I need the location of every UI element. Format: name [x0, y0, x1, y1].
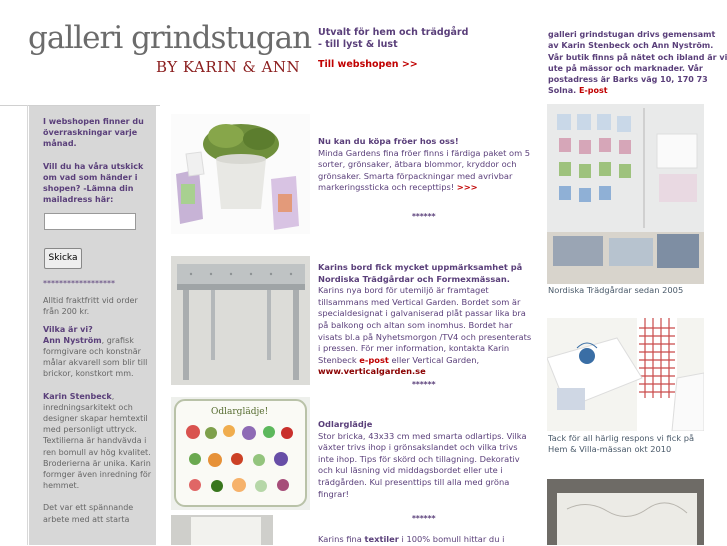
textile-photo[interactable] — [171, 515, 273, 545]
more-text: Det var ett spännande arbete med att starta — [43, 503, 134, 524]
tagline-subtitle: - till lyst & lust — [318, 39, 398, 50]
ann-text: , grafisk formgivare och konstnär målar akvarell som blir till brickor, konstkort mm. — [43, 335, 148, 379]
article-seeds-title: Nu kan du köpa fröer hos oss! — [318, 136, 459, 146]
tagline-block — [318, 27, 518, 71]
article-table-email-link[interactable]: e-post — [359, 354, 389, 365]
textile-display-image — [547, 318, 704, 431]
linen-photo[interactable] — [547, 479, 704, 545]
info-text: galleri grindstugan drivs gemensamt av Karin Stenbeck och Ann Nyström. Vår butik finns på nätet och ibland är vi ute på mässor och marknader. Vår postadress är Barks väg 10, 170 73 Solna. — [548, 30, 727, 96]
article-table-body: Karins nya bord för utemiljö är framtaget tillsammans med Vertical Garden. Bordet som är specialdesignat i galvaniserad plåt passar lika bra på balkong och altan som inomhus. Bordet har visats bl.a på Nyhetsmorgon /TV4 och presenterats i pressen. För mer information, kontakta Karin Stenbeck — [318, 285, 532, 365]
left-rule — [27, 105, 28, 545]
submit-button[interactable]: Skicka — [44, 248, 82, 269]
newsletter-prompt: Vill du ha våra utskick om vad som händer i shopen? -Lämna din mailadress här: — [43, 161, 144, 205]
linen-image — [547, 479, 704, 545]
fair-booth-image — [547, 104, 704, 284]
tray-label: Odlarglädje! — [211, 407, 269, 417]
caption-nordiska: Nordiska Trädgårdar sedan 2005 — [548, 285, 684, 295]
sidebar-intro: I webshopen finner du överraskningar varje månad. — [43, 117, 144, 149]
article-table-stars: ****** — [412, 380, 436, 389]
article-tray-body: Stor bricka, 43x33 cm med smarta odlartips. Vilka växter trivs ihop i grönsakslandet och vilka trivs inte ihop. Tips för skörd och tillagning. Dekorativ och kul läsning vid middagsbordet eller ute i trädgården. Kul presenttips till alla med gröna fingrar! — [318, 430, 527, 499]
article-table-body-end: eller Vertical Garden, — [391, 354, 480, 365]
about-ann — [43, 335, 153, 380]
sidebar — [29, 106, 156, 545]
about-heading: Vilka är vi? — [43, 324, 93, 334]
seed-packets-photo[interactable] — [171, 114, 310, 234]
article-seeds-link[interactable]: >>> — [456, 182, 478, 193]
fair-booth-photo[interactable] — [547, 104, 704, 284]
article-tray-stars: ****** — [412, 514, 436, 523]
webshop-link[interactable]: Till webshopen >> — [318, 59, 418, 70]
karin-name: Karin Stenbeck — [43, 391, 112, 401]
tray-image — [171, 397, 310, 510]
tray-photo[interactable] — [171, 397, 310, 510]
article-tray-title: Odlarglädje — [318, 419, 373, 429]
caption-hem-villa: Tack för all härlig respons vi fick på Hem & Villa-mässan okt 2010 — [548, 433, 695, 454]
sidebar-divider: ****************** — [43, 279, 115, 288]
garden-table-photo[interactable] — [171, 256, 310, 385]
tagline-title: Utvalt för hem och trädgård — [318, 27, 469, 38]
info-email-link[interactable]: E-post — [578, 86, 608, 96]
article-textiles-start: Karins fina — [318, 534, 362, 544]
textile-image — [171, 515, 273, 545]
garden-table-image — [171, 256, 310, 385]
article-tray — [318, 419, 536, 500]
article-seeds-body: Minda Gardens fina fröer finns i färdiga paket om 5 sorter, grönsaker, ätbara blommor, kryddor och grönsaker. Smarta förpackningar med avrivbar markeringssticka och recepttips! — [318, 147, 531, 193]
article-textiles-end: i 100% bomull hittar du i — [401, 534, 505, 544]
ann-name: Ann Nyström — [43, 335, 102, 345]
article-table-title: Karins bord fick mycket uppmärksamhet på Nordiska Trädgårdar och Formexmässan. — [318, 262, 523, 284]
article-table-site-link[interactable]: www.verticalgarden.se — [318, 366, 426, 377]
email-input[interactable] — [44, 213, 136, 230]
seed-packets-image — [171, 114, 310, 234]
article-textiles — [318, 534, 536, 546]
about-karin — [43, 391, 153, 492]
logo-subtitle: BY KARIN & ANN — [156, 58, 301, 76]
info-block — [548, 29, 727, 97]
article-table — [318, 262, 536, 378]
logo-title: galleri grindstugan — [28, 20, 312, 56]
textile-display-photo[interactable] — [547, 318, 704, 431]
article-seeds — [318, 136, 536, 194]
article-seeds-stars: ****** — [412, 212, 436, 221]
site-logo[interactable] — [28, 20, 312, 76]
karin-text: , inredningsarkitekt och designer skapar hemtextil med personligt uttryck. Textilierna är handvävda i ren bomull av hög kvalitet. Broderierna är unika. Karin formger även inredning för hemmet. — [43, 391, 152, 491]
shipping-text: Alltid fraktfritt vid order från 200 kr. — [43, 296, 138, 317]
article-textiles-bold: textiler — [364, 534, 399, 544]
